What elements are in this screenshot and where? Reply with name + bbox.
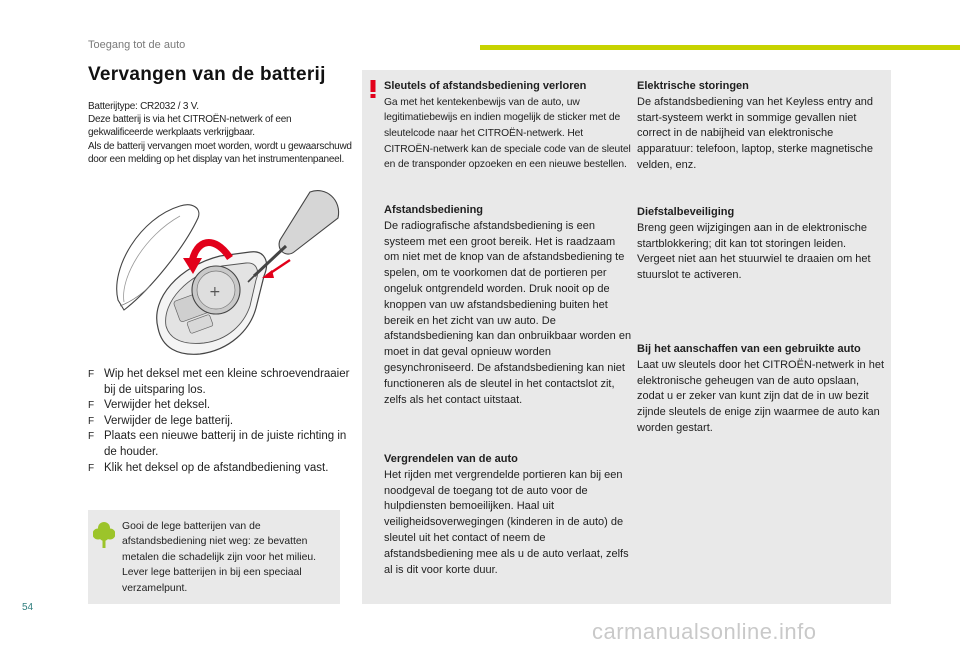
theft-block <box>637 205 885 284</box>
step-text: Verwijder de lege batterij. <box>104 414 234 427</box>
locking-block <box>384 452 632 578</box>
header-accent-bar <box>480 45 960 50</box>
intro-line: Deze batterij is via het CITROËN-netwerk of een <box>88 114 292 126</box>
step-bullet: F <box>88 369 95 380</box>
step-bullet: F <box>88 431 95 443</box>
step-bullet: F <box>88 415 95 427</box>
interference-heading: Elektrische storingen <box>637 80 749 92</box>
locking-body: Het rijden met vergrendelde portieren kan bij een noodgeval de toegang tot de auto voor de hulpdiensten bemoeilijken. Haal uit veiligheidsoverwegingen (kinderen in de auto) de sleutel uit het contact of neem de afstandsbediening mee als u de auto verlaat, zelfs al is dit voor korte duur. <box>384 468 629 576</box>
tree-icon <box>93 521 115 549</box>
step-item <box>88 461 350 477</box>
step-item <box>88 398 350 414</box>
intro-line: door een melding op het display van het instrumentenpaneel. <box>88 153 344 165</box>
lost-keys-body: Ga met het kentekenbewijs van de auto, uw legitimatiebewijs en indien mogelijk de sticker met de sleutelcode naar het CITROËN-netwerk. Het CITROËN-netwerk kan de speciale code van de sleutel en de transponder opzoeken en een nieuwe bestellen. <box>384 96 631 171</box>
theft-heading: Diefstalbeveiliging <box>637 206 735 218</box>
step-text: Verwijder het deksel. <box>104 399 211 412</box>
used-car-body: Laat uw sleutels door het CITROËN-netwerk in het elektronische geheugen van de auto opslaan, zodat u er zeker van kunt zijn dat de in uw bezit zijnde sleutels de enige zijn waarmee de auto kan worden gestart. <box>637 358 885 434</box>
interference-block <box>637 79 885 174</box>
remote-heading: Afstandsbediening <box>384 204 484 216</box>
step-text: Klik het deksel op de afstandbediening vast. <box>104 461 329 474</box>
svg-text:+: + <box>209 284 221 300</box>
page-number: 54 <box>22 602 34 613</box>
lost-keys-block <box>384 79 632 173</box>
remote-body: De radiografische afstandsbediening is een systeem met een groot bereik. Het is raadzaam om niet met de knop van de afstandsbediening te spelen, om te voorkomen dat de portieren per ongeluk ontgrendeld worden. Druk nooit op de knoppen van uw afstandsbediening buiten het bereik en het zicht van uw auto. De afstandsbediening kan dan onbruikbaar worden en moet in dat geval opnieuw worden gesynchroniseerd. De afstandsbediening kan niet functioneren als de sleutel in het contactslot zit, zelfs als het contact uitstaat. <box>384 219 632 406</box>
interference-body: De afstandsbediening van het Keyless entry and start-systeem werkt in sommige gevallen niet correct in de nabijheid van elektronische apparatuur: telefoon, laptop, sterke magnetische velden, enz. <box>637 95 874 171</box>
page-title: Vervangen van de batterij <box>88 64 326 85</box>
theft-body: Breng geen wijzigingen aan in de elektronische startblokkering; dit kan tot storingen leiden. Vergeet niet aan het stuurwiel te draaien om het stuurslot te activeren. <box>637 221 871 282</box>
step-text: Wip het deksel met een kleine schroevendraaier bij de uitsparing los. <box>104 368 350 396</box>
replacement-steps <box>88 367 350 476</box>
battery-intro <box>88 100 352 166</box>
used-car-block <box>637 342 885 437</box>
section-title: Toegang tot de auto <box>88 39 186 51</box>
exclamation-icon <box>367 80 379 98</box>
intro-line: Batterijtype: CR2032 / 3 V. <box>88 101 199 112</box>
environment-note <box>88 510 340 604</box>
used-car-heading: Bij het aanschaffen van een gebruikte auto <box>637 343 861 355</box>
step-bullet: F <box>88 462 95 474</box>
lost-keys-heading: Sleutels of afstandsbediening verloren <box>384 80 587 92</box>
step-item <box>88 429 350 460</box>
intro-line: gekwalificeerde werkplaats verkrijgbaar. <box>88 127 255 139</box>
step-bullet: F <box>88 400 95 412</box>
step-item <box>88 414 350 430</box>
watermark: carmanualsonline.info <box>592 619 817 644</box>
environment-note-text: Gooi de lege batterijen van de afstandsbediening niet weg: ze bevatten metalen die schadelijk zijn voor het milieu. Lever lege batterijen in bij een speciaal verzamelpunt. <box>122 521 317 594</box>
key-battery-illustration <box>80 178 350 358</box>
remote-block <box>384 203 632 408</box>
step-text: Plaats een nieuwe batterij in de juiste richting in de houder. <box>104 430 347 458</box>
step-item <box>88 367 350 398</box>
locking-heading: Vergrendelen van de auto <box>384 453 518 465</box>
intro-line: Als de batterij vervangen moet worden, wordt u gewaarschuwd <box>88 140 352 152</box>
